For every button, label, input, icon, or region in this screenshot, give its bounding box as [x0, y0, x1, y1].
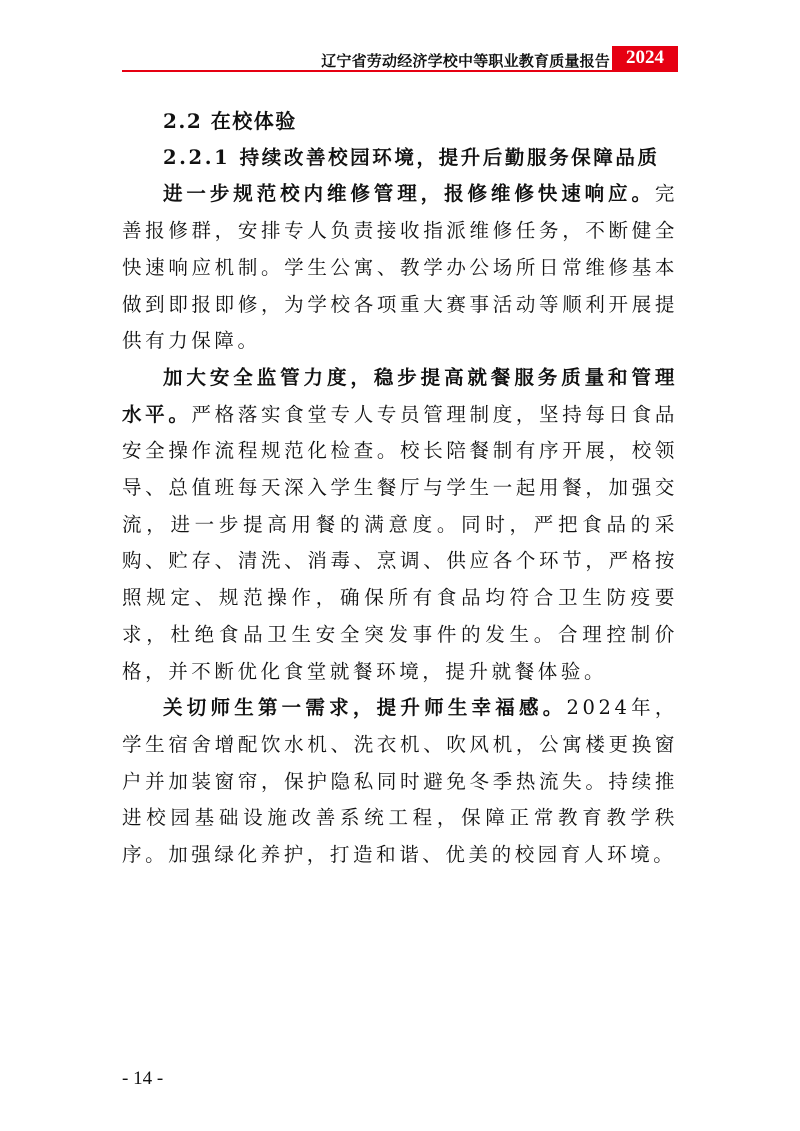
- document-body: [122, 103, 678, 874]
- paragraph-dining: [122, 360, 678, 690]
- report-title: 辽宁省劳动经济学校中等职业教育质量报告: [321, 52, 610, 70]
- paragraph-body: 2024年，学生宿舍增配饮水机、洗衣机、吹风机，公寓楼更换窗户并加装窗帘，保护隐私同时避免冬季热流失。持续推进校园基础设施改善系统工程，保障正常教育教学秩序。加强绿化养护，打造和谐、优美的校园育人环境。: [122, 696, 678, 867]
- header-divider: [122, 70, 678, 72]
- subsection-heading: 2.2.1 持续改善校园环境，提升后勤服务保障品质: [163, 145, 660, 169]
- paragraph-body: 完善报修群，安排专人负责接收指派维修任务，不断健全快速响应机制。学生公寓、教学办公场所日常维修基本做到即报即修，为学校各项重大赛事活动等顺利开展提供有力保障。: [122, 182, 678, 353]
- page-number: - 14 -: [122, 1068, 164, 1089]
- paragraph-maintenance: [122, 176, 678, 360]
- paragraph-wellbeing: [122, 690, 678, 874]
- paragraph-body: 严格落实食堂专人专员管理制度，坚持每日食品安全操作流程规范化检查。校长陪餐制有序开展，校领导、总值班每天深入学生餐厅与学生一起用餐，加强交流，进一步提高用餐的满意度。同时，严把食品的采购、贮存、清洗、消毒、烹调、供应各个环节，严格按照规定、规范操作，确保所有食品均符合卫生防疫要求，杜绝食品卫生安全突发事件的发生。合理控制价格，并不断优化食堂就餐环境，提升就餐体验。: [122, 402, 678, 683]
- page-header: [0, 0, 800, 90]
- paragraph-lead: 加大安全监管力度，稳步提高就餐服务质量和管理水平。: [122, 365, 678, 426]
- section-heading: 2.2 在校体验: [163, 109, 297, 133]
- paragraph-lead: 关切师生第一需求，提升师生幸福感。: [163, 696, 567, 720]
- year-badge: 2024: [612, 46, 678, 70]
- paragraph-lead: 进一步规范校内维修管理，报修维修快速响应。: [163, 182, 655, 206]
